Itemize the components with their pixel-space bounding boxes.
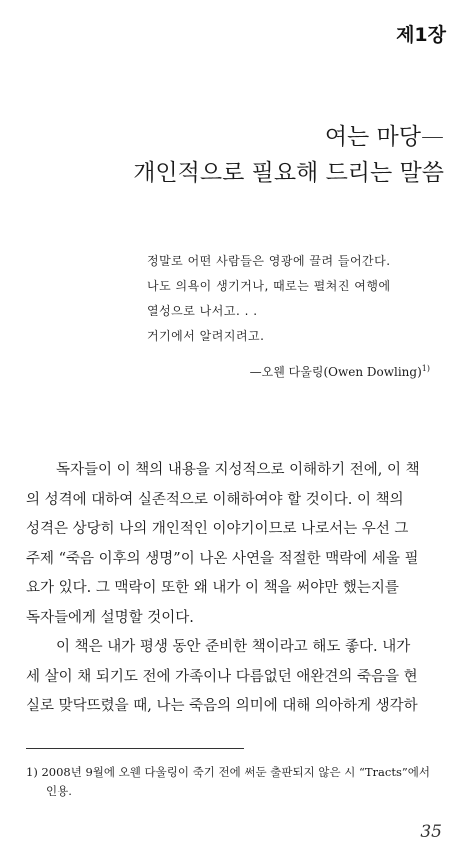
epigraph-line: 열성으로 나서고. . . — [147, 304, 258, 318]
footnote-line: 인용. — [46, 784, 72, 798]
body-text — [26, 456, 448, 722]
epigraph-line: 정말로 어떤 사람들은 영광에 끌려 들어간다. — [147, 254, 391, 268]
chapter-label: 제1장 — [396, 24, 446, 46]
footnote-line: 1) 2008년 9월에 오웬 다울링이 죽기 전에 써둔 출판되지 않은 시 “Tracts”에서 — [26, 765, 430, 779]
body-line: 의 성격에 대하여 실존적으로 이해하여야 할 것이다. 이 책의 — [26, 491, 404, 508]
footnote-divider — [26, 748, 244, 749]
body-line: 성격은 상당히 나의 개인적인 이야기이므로 나로서는 우선 그 — [26, 521, 409, 537]
body-line: 독자들이 이 책의 내용을 지성적으로 이해하기 전에, 이 책 — [56, 462, 420, 478]
page-number: 35 — [420, 822, 442, 842]
epigraph-line: 나도 의욕이 생기거나, 때로는 펼쳐진 여행에 — [147, 279, 391, 293]
chapter-title-line-2: 개인적으로 필요해 드리는 말씀 — [133, 160, 444, 186]
body-line: 이 책은 내가 평생 동안 준비한 책이라고 해도 좋다. 내가 — [56, 639, 411, 655]
body-line: 주제 “죽음 이후의 생명”이 나온 사연을 적절한 맥락에 세울 필 — [26, 550, 419, 567]
footnote-reference: 1) — [421, 364, 430, 373]
body-line: 독자들에게 설명할 것이다. — [26, 609, 194, 626]
body-line: 실로 맞닥뜨렸을 때, 나는 죽음의 의미에 대해 의아하게 생각하 — [26, 698, 418, 714]
chapter-title-line-1: 여는 마당— — [324, 124, 444, 150]
epigraph-attribution — [250, 363, 430, 380]
attribution-text: —오웬 다울링(Owen Dowling) — [249, 365, 422, 379]
epigraph — [147, 249, 447, 349]
epigraph-line: 거기에서 알려지려고. — [147, 329, 265, 343]
body-line: 세 살이 채 되기도 전에 가족이나 다름없던 애완견의 죽음을 현 — [26, 668, 418, 685]
body-line: 요가 있다. 그 맥락이 또한 왜 내가 이 책을 써야만 했는지를 — [26, 580, 399, 596]
footnote — [26, 763, 451, 801]
